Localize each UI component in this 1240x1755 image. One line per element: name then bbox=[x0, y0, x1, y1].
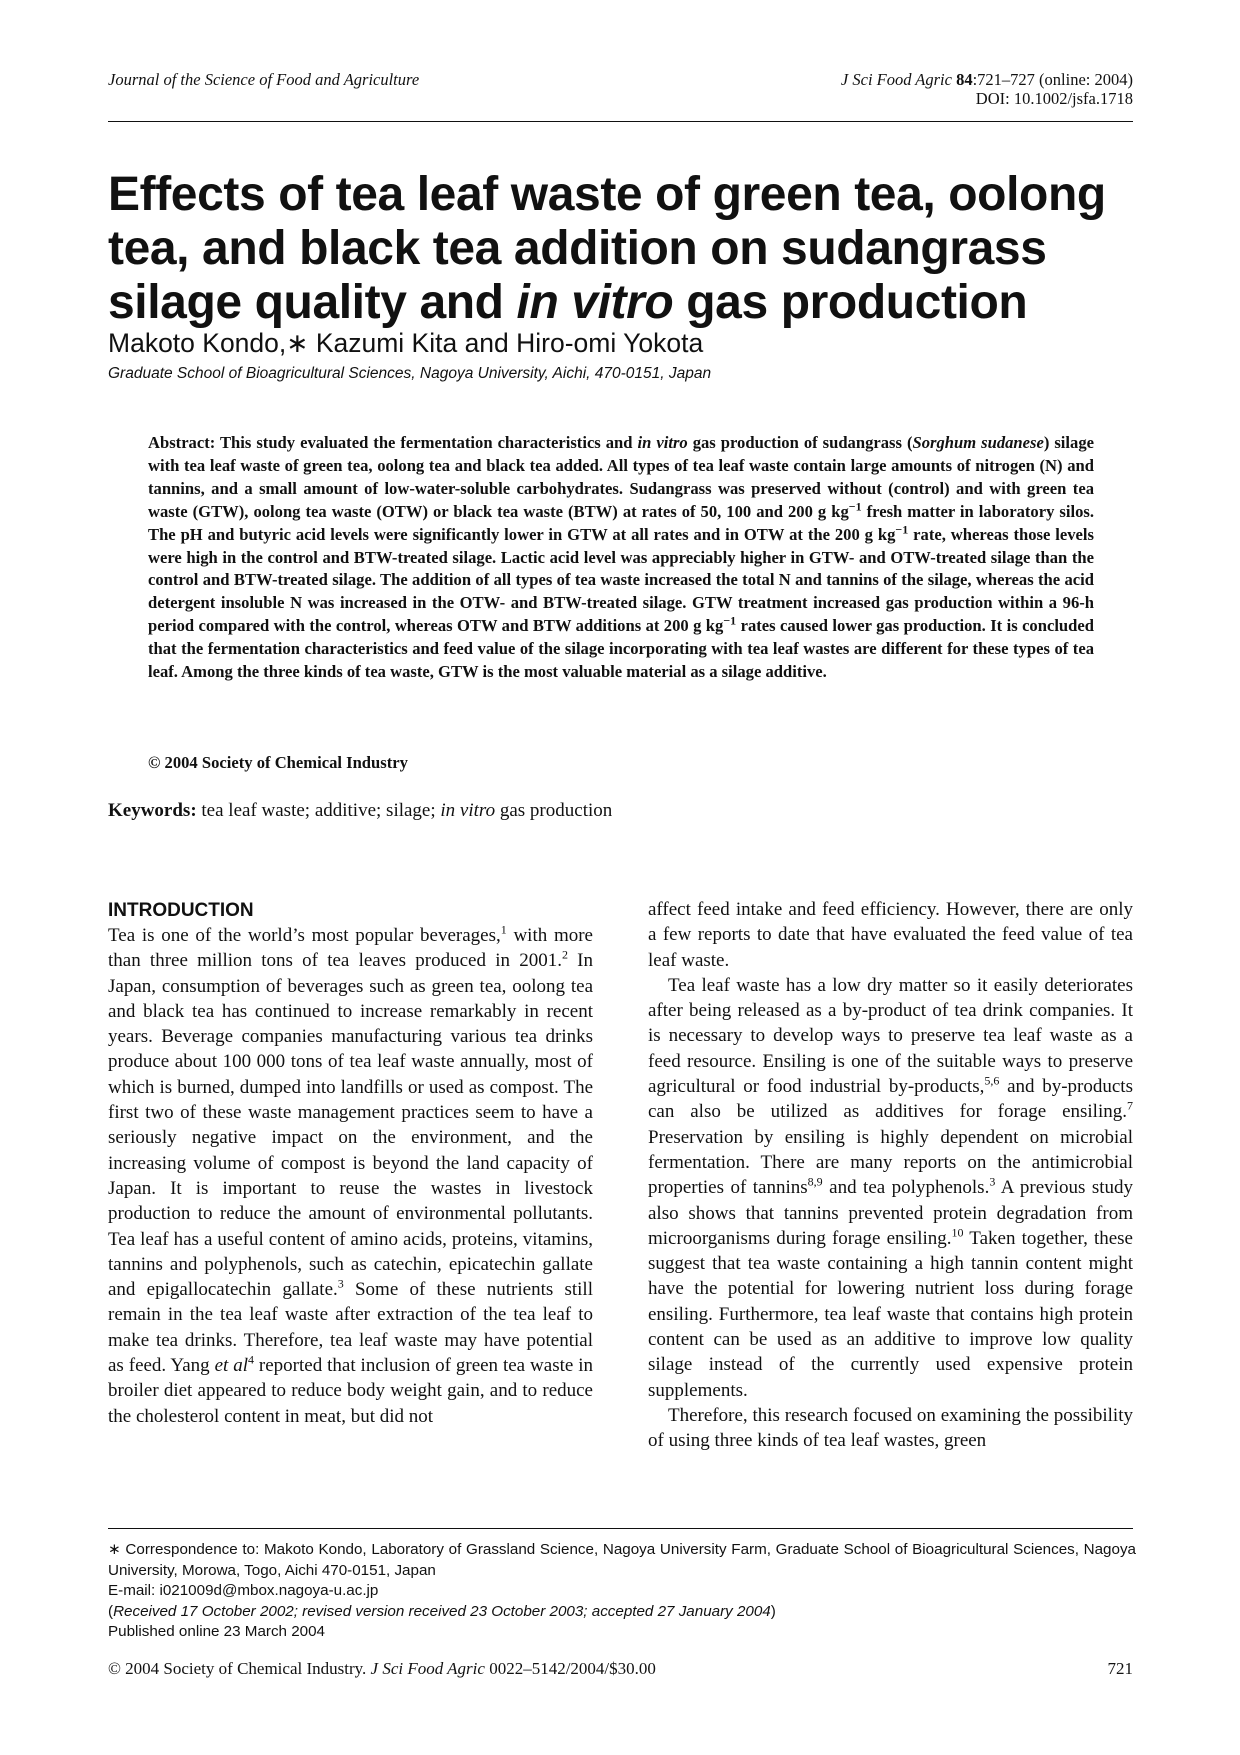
citation-ref[interactable]: 2 bbox=[561, 947, 568, 962]
body-column-right bbox=[648, 897, 1133, 1454]
email[interactable]: E-mail: i021009d@mbox.nagoya-u.ac.jp bbox=[108, 1582, 379, 1599]
keywords-text: gas production bbox=[495, 800, 613, 821]
unit-exponent: −1 bbox=[895, 522, 909, 537]
footer-issn: 0022–5142/2004/$30.00 bbox=[484, 1659, 656, 1678]
title-text-2: gas production bbox=[673, 276, 1028, 329]
keywords-text: tea leaf waste; additive; silage; bbox=[196, 800, 441, 821]
footnote-divider bbox=[108, 1528, 1133, 1529]
footer-journal: J Sci Food Agric bbox=[370, 1659, 485, 1678]
page-number: 721 bbox=[1107, 1659, 1133, 1678]
footnote bbox=[108, 1540, 1136, 1643]
abstract-text: rates caused lower gas production. It is concluded that the fermentation characteristics and feed value of the silage incorporating with tea leaf wastes are different for these types of tea leaf. Among the three kinds of tea waste, GTW is the most valuable material as a silage additive. bbox=[148, 616, 1094, 682]
keywords-italic: in vitro bbox=[440, 800, 496, 821]
page-footer bbox=[108, 1659, 1133, 1679]
article-title bbox=[108, 168, 1148, 330]
citation-ref[interactable]: 1 bbox=[500, 922, 507, 937]
paragraph-text: Taken together, these suggest that tea waste containing a high tannin content might have the potential for lowering nutrient loss during forage ensiling. Furthermore, tea leaf waste that contains high protein content can be used as an additive to improve low quality silage instead of the currently used expensive protein supplements. bbox=[648, 1227, 1133, 1401]
citation-volume: 84 bbox=[956, 70, 973, 89]
header-divider bbox=[108, 121, 1133, 122]
abstract bbox=[148, 432, 1094, 684]
paren: ) bbox=[770, 1602, 776, 1620]
title-text-1: Effects of tea leaf waste of green tea, oolong tea, and black tea addition on sudangrass silage quality and bbox=[108, 168, 1106, 329]
body-column-left bbox=[108, 898, 593, 1429]
species-name: Sorghum sudanese bbox=[912, 433, 1044, 452]
unit-exponent: −1 bbox=[848, 499, 862, 514]
intro-paragraph bbox=[648, 973, 1133, 1403]
abstract-text: fresh matter in laboratory silos. The pH and butyric acid levels were significantly lower in GTW at all rates and in OTW at the 200 g kg bbox=[148, 501, 1094, 544]
abstract-label: Abstract: bbox=[148, 433, 216, 452]
paragraph-text: Preservation by ensiling is highly dependent on microbial fermentation. There are many reports on the antimicrobial properties of tannins bbox=[648, 1126, 1133, 1199]
intro-paragraph: affect feed intake and feed efficiency. However, there are only a few reports to date that have evaluated the feed value of tea leaf waste. bbox=[648, 899, 1133, 971]
paragraph-text: A previous study also shows that tannins prevented protein degradation from microorganisms during forage ensiling. bbox=[648, 1177, 1134, 1249]
abstract-text: This study evaluated the fermentation characteristics and bbox=[215, 433, 638, 452]
citation-ref[interactable]: 10 bbox=[951, 1225, 964, 1240]
citation-ref[interactable]: 3 bbox=[989, 1174, 996, 1189]
citation-pages: :721–727 (online: 2004) bbox=[972, 70, 1133, 89]
author-list: Makoto Kondo,∗ Kazumi Kita and Hiro-omi Yokota bbox=[108, 328, 704, 358]
published-date: Published online 23 March 2004 bbox=[108, 1623, 325, 1640]
unit-exponent: −1 bbox=[723, 613, 737, 628]
citation-ref[interactable]: 7 bbox=[1127, 1099, 1133, 1114]
paragraph-text: with more than three million tons of tea leaves produced in 2001. bbox=[108, 925, 593, 972]
paragraph-text: In Japan, consumption of beverages such as green tea, oolong tea and black tea has continued to increase remarkably in recent years. Beverage companies manufacturing various tea drinks produce about 100 000 tons of tea leaf waste annually, most of which is burned, dumped into landfills or used as compost. The first two of these waste management practices seem to have a seriously negative impact on the environment, and the increasing volume of compost is beyond the land capacity of Japan. It is important to reuse the wastes in livestock production to reduce the amount of environmental pollutants. Tea leaf has a useful content of amino acids, proteins, vitamins, tannins and polyphenols, such as catechin, epicatechin gallate and epigallocatechin gallate. bbox=[108, 950, 594, 1301]
correspondence-note: ∗ Correspondence to: Makoto Kondo, Laboratory of Grassland Science, Nagoya University Farm, Graduate School of Bioagricultural Sciences, Nagoya University, Morowa, Togo, Aichi 470-0151, Japan bbox=[108, 1541, 1136, 1579]
citation-journal: J Sci Food Agric bbox=[840, 70, 952, 89]
intro-paragraph: Therefore, this research focused on examining the possibility of using three kinds of tea leaf wastes, green bbox=[648, 1404, 1133, 1452]
paragraph-text: Tea leaf waste has a low dry matter so it easily deteriorates after being released as a by-product of tea drink companies. It is necessary to develop ways to preserve tea leaf waste as a feed resource. Ensiling is one of the suitable ways to preserve agricultural or food industrial by-products, bbox=[648, 974, 1133, 1098]
section-heading: INTRODUCTION bbox=[108, 900, 254, 921]
received-text: Received 17 October 2002; revised version received 23 October 2003; accepted 27 January 2004 bbox=[113, 1602, 771, 1620]
paragraph-text: Tea is one of the world’s most popular beverages, bbox=[108, 925, 501, 946]
title-italic: in vitro bbox=[516, 276, 674, 329]
keywords bbox=[108, 800, 612, 822]
received-dates bbox=[108, 1602, 1136, 1623]
affiliation: Graduate School of Bioagricultural Sciences, Nagoya University, Aichi, 470-0151, Japan bbox=[108, 365, 712, 382]
citation-ref[interactable]: 8,9 bbox=[807, 1174, 823, 1189]
paragraph-text: Some of these nutrients still remain in the tea leaf waste after extraction of the tea leaf to make tea drinks. Therefore, tea leaf waste may have potential as feed. Yang bbox=[108, 1279, 593, 1377]
paragraph-text: reported that inclusion of green tea waste in broiler diet appeared to reduce body weight gain, and to reduce the cholesterol content in meat, but did not bbox=[108, 1355, 593, 1427]
citation-ref[interactable]: 4 bbox=[248, 1352, 254, 1367]
paragraph-text: and tea polyphenols. bbox=[822, 1177, 990, 1199]
citation-ref[interactable]: 5,6 bbox=[984, 1073, 1000, 1088]
intro-paragraph bbox=[108, 923, 593, 1429]
et-al: et al bbox=[214, 1355, 248, 1377]
keywords-label: Keywords: bbox=[108, 800, 197, 821]
paren: ( bbox=[108, 1602, 114, 1620]
doi[interactable]: DOI: 10.1002/jsfa.1718 bbox=[975, 89, 1133, 108]
abstract-italic: in vitro bbox=[637, 433, 688, 452]
abstract-text: rate, whereas those levels were high in the control and BTW-treated silage. Lactic acid level was appreciably higher in GTW- and OTW-treated silage than the control and BTW-treated silage. The addition of all types of tea waste increased the total N and tannins of the silage, whereas the acid detergent insoluble N was increased in the OTW- and BTW-treated silage. GTW treatment increased gas production within a 96-h period compared with the control, whereas OTW and BTW additions at 200 g kg bbox=[148, 524, 1094, 636]
abstract-text: gas production of sudangrass ( bbox=[687, 433, 913, 452]
running-header bbox=[108, 68, 1133, 124]
footer-copyright: © 2004 Society of Chemical Industry. bbox=[108, 1659, 371, 1678]
journal-name: Journal of the Science of Food and Agriculture bbox=[108, 70, 420, 89]
abstract-copyright: © 2004 Society of Chemical Industry bbox=[148, 753, 408, 772]
citation-ref[interactable]: 3 bbox=[337, 1276, 344, 1291]
citation-line bbox=[841, 70, 1133, 89]
citation-block bbox=[841, 70, 1133, 108]
paragraph-text: and by-products can also be utilized as additives for forage ensiling. bbox=[648, 1076, 1133, 1123]
abstract-text: ) silage with tea leaf waste of green tea, oolong tea and black tea added. All types of tea leaf waste contain large amounts of nitrogen (N) and tannins, and a small amount of low-water-soluble carbohydrates. Sudangrass was preserved without (control) and with green tea waste (GTW), oolong tea waste (OTW) or black tea waste (BTW) at rates of 50, 100 and 200 g kg bbox=[148, 433, 1094, 521]
